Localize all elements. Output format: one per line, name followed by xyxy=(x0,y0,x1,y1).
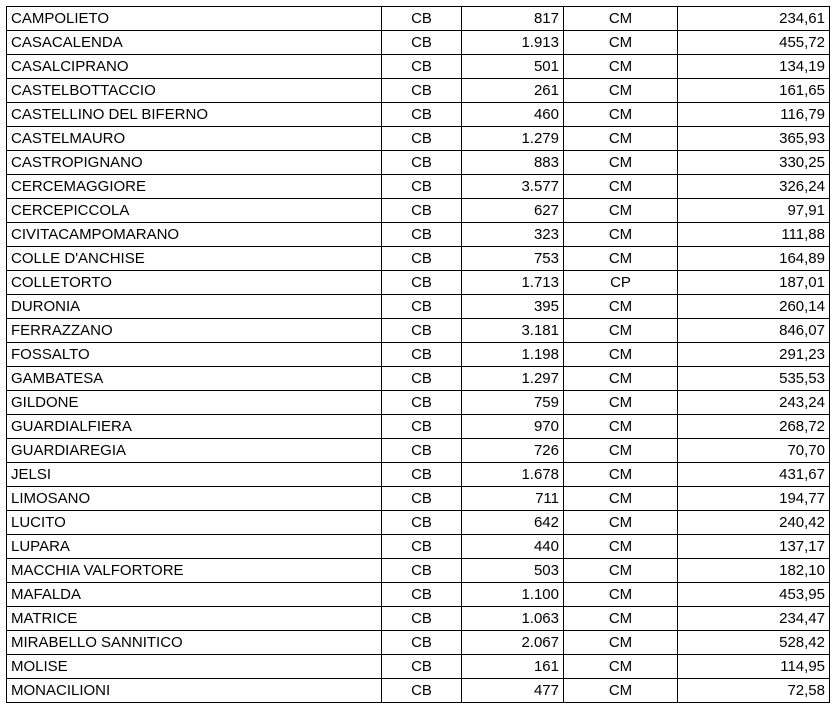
cell-comune[interactable]: GUARDIAREGIA xyxy=(7,439,382,463)
cell-comune[interactable]: CAMPOLIETO xyxy=(7,7,382,31)
cell-comune[interactable]: MAFALDA xyxy=(7,583,382,607)
cell-provincia[interactable]: CB xyxy=(382,55,462,79)
table-row xyxy=(7,343,830,367)
cell-comune[interactable]: MONACILIONI xyxy=(7,679,382,703)
cell-provincia[interactable]: CB xyxy=(382,7,462,31)
cell-tipo[interactable]: CM xyxy=(564,679,678,703)
cell-valore[interactable]: 70,70 xyxy=(678,439,830,463)
cell-comune[interactable]: CASALCIPRANO xyxy=(7,55,382,79)
cell-popolazione[interactable]: 323 xyxy=(462,223,564,247)
cell-tipo[interactable]: CP xyxy=(564,271,678,295)
table-row xyxy=(7,415,830,439)
cell-provincia[interactable]: CB xyxy=(382,151,462,175)
cell-valore[interactable]: 846,07 xyxy=(678,319,830,343)
table-row xyxy=(7,535,830,559)
cell-provincia[interactable]: CB xyxy=(382,679,462,703)
cell-provincia[interactable]: CB xyxy=(382,631,462,655)
spreadsheet-area xyxy=(6,6,829,703)
table-row xyxy=(7,7,830,31)
cell-comune[interactable]: CASTELBOTTACCIO xyxy=(7,79,382,103)
cell-popolazione[interactable]: 3.181 xyxy=(462,319,564,343)
cell-provincia[interactable]: CB xyxy=(382,391,462,415)
cell-valore[interactable]: 260,14 xyxy=(678,295,830,319)
table-row xyxy=(7,607,830,631)
cell-provincia[interactable]: CB xyxy=(382,367,462,391)
cell-provincia[interactable]: CB xyxy=(382,559,462,583)
cell-valore[interactable]: 134,19 xyxy=(678,55,830,79)
table-row xyxy=(7,319,830,343)
cell-valore[interactable]: 234,61 xyxy=(678,7,830,31)
cell-tipo[interactable]: CM xyxy=(564,247,678,271)
cell-tipo[interactable]: CM xyxy=(564,55,678,79)
table-row xyxy=(7,583,830,607)
table-body xyxy=(7,7,830,703)
cell-comune[interactable]: LUPARA xyxy=(7,535,382,559)
cell-valore[interactable]: 164,89 xyxy=(678,247,830,271)
cell-tipo[interactable]: CM xyxy=(564,487,678,511)
cell-popolazione[interactable]: 261 xyxy=(462,79,564,103)
cell-popolazione[interactable]: 642 xyxy=(462,511,564,535)
cell-provincia[interactable]: CB xyxy=(382,223,462,247)
cell-popolazione[interactable]: 627 xyxy=(462,199,564,223)
cell-popolazione[interactable]: 1.063 xyxy=(462,607,564,631)
cell-valore[interactable]: 187,01 xyxy=(678,271,830,295)
table-row xyxy=(7,127,830,151)
cell-provincia[interactable]: CB xyxy=(382,343,462,367)
cell-provincia[interactable]: CB xyxy=(382,247,462,271)
table-row xyxy=(7,79,830,103)
cell-popolazione[interactable]: 817 xyxy=(462,7,564,31)
data-table xyxy=(6,6,830,703)
table-row xyxy=(7,391,830,415)
cell-comune[interactable]: DURONIA xyxy=(7,295,382,319)
table-row xyxy=(7,679,830,703)
cell-comune[interactable]: CASTELMAURO xyxy=(7,127,382,151)
cell-tipo[interactable]: CM xyxy=(564,319,678,343)
cell-valore[interactable]: 431,67 xyxy=(678,463,830,487)
cell-valore[interactable]: 182,10 xyxy=(678,559,830,583)
cell-tipo[interactable]: CM xyxy=(564,79,678,103)
table-row xyxy=(7,511,830,535)
cell-popolazione[interactable]: 395 xyxy=(462,295,564,319)
cell-comune[interactable]: MIRABELLO SANNITICO xyxy=(7,631,382,655)
cell-tipo[interactable]: CM xyxy=(564,607,678,631)
cell-valore[interactable]: 535,53 xyxy=(678,367,830,391)
cell-popolazione[interactable]: 883 xyxy=(462,151,564,175)
cell-tipo[interactable]: CM xyxy=(564,151,678,175)
cell-popolazione[interactable]: 1.713 xyxy=(462,271,564,295)
cell-popolazione[interactable]: 477 xyxy=(462,679,564,703)
cell-valore[interactable]: 365,93 xyxy=(678,127,830,151)
cell-valore[interactable]: 291,23 xyxy=(678,343,830,367)
cell-comune[interactable]: CERCEPICCOLA xyxy=(7,199,382,223)
cell-comune[interactable]: GILDONE xyxy=(7,391,382,415)
cell-provincia[interactable]: CB xyxy=(382,463,462,487)
table-row xyxy=(7,175,830,199)
cell-comune[interactable]: MACCHIA VALFORTORE xyxy=(7,559,382,583)
cell-comune[interactable]: CIVITACAMPOMARANO xyxy=(7,223,382,247)
cell-provincia[interactable]: CB xyxy=(382,535,462,559)
cell-tipo[interactable]: CM xyxy=(564,655,678,679)
cell-valore[interactable]: 243,24 xyxy=(678,391,830,415)
cell-tipo[interactable]: CM xyxy=(564,559,678,583)
cell-popolazione[interactable]: 501 xyxy=(462,55,564,79)
cell-provincia[interactable]: CB xyxy=(382,607,462,631)
table-row xyxy=(7,487,830,511)
table-row xyxy=(7,103,830,127)
cell-comune[interactable]: CASTELLINO DEL BIFERNO xyxy=(7,103,382,127)
cell-provincia[interactable]: CB xyxy=(382,487,462,511)
cell-tipo[interactable]: CM xyxy=(564,175,678,199)
table-row xyxy=(7,271,830,295)
cell-comune[interactable]: MATRICE xyxy=(7,607,382,631)
cell-tipo[interactable]: CM xyxy=(564,631,678,655)
cell-valore[interactable]: 528,42 xyxy=(678,631,830,655)
cell-popolazione[interactable]: 970 xyxy=(462,415,564,439)
cell-comune[interactable]: FOSSALTO xyxy=(7,343,382,367)
cell-tipo[interactable]: CM xyxy=(564,103,678,127)
cell-provincia[interactable]: CB xyxy=(382,175,462,199)
cell-popolazione[interactable]: 1.297 xyxy=(462,367,564,391)
cell-tipo[interactable]: CM xyxy=(564,439,678,463)
cell-valore[interactable]: 116,79 xyxy=(678,103,830,127)
cell-valore[interactable]: 326,24 xyxy=(678,175,830,199)
cell-comune[interactable]: GUARDIALFIERA xyxy=(7,415,382,439)
cell-provincia[interactable]: CB xyxy=(382,31,462,55)
cell-popolazione[interactable]: 3.577 xyxy=(462,175,564,199)
cell-provincia[interactable]: CB xyxy=(382,655,462,679)
cell-valore[interactable]: 455,72 xyxy=(678,31,830,55)
cell-comune[interactable]: CERCEMAGGIORE xyxy=(7,175,382,199)
cell-comune[interactable]: JELSI xyxy=(7,463,382,487)
cell-comune[interactable]: CASACALENDA xyxy=(7,31,382,55)
table-row xyxy=(7,439,830,463)
cell-valore[interactable]: 453,95 xyxy=(678,583,830,607)
cell-tipo[interactable]: CM xyxy=(564,343,678,367)
cell-tipo[interactable]: CM xyxy=(564,535,678,559)
table-row xyxy=(7,655,830,679)
cell-popolazione[interactable]: 1.913 xyxy=(462,31,564,55)
cell-valore[interactable]: 137,17 xyxy=(678,535,830,559)
cell-provincia[interactable]: CB xyxy=(382,319,462,343)
cell-comune[interactable]: MOLISE xyxy=(7,655,382,679)
cell-tipo[interactable]: CM xyxy=(564,223,678,247)
cell-popolazione[interactable]: 711 xyxy=(462,487,564,511)
cell-valore[interactable]: 240,42 xyxy=(678,511,830,535)
cell-comune[interactable]: GAMBATESA xyxy=(7,367,382,391)
cell-provincia[interactable]: CB xyxy=(382,583,462,607)
cell-popolazione[interactable]: 1.678 xyxy=(462,463,564,487)
cell-comune[interactable]: CASTROPIGNANO xyxy=(7,151,382,175)
table-row xyxy=(7,223,830,247)
cell-valore[interactable]: 268,72 xyxy=(678,415,830,439)
cell-popolazione[interactable]: 753 xyxy=(462,247,564,271)
cell-valore[interactable]: 330,25 xyxy=(678,151,830,175)
cell-tipo[interactable]: CM xyxy=(564,511,678,535)
table-row xyxy=(7,151,830,175)
table-row xyxy=(7,199,830,223)
table-row xyxy=(7,55,830,79)
cell-valore[interactable]: 194,77 xyxy=(678,487,830,511)
table-row xyxy=(7,295,830,319)
table-row xyxy=(7,631,830,655)
cell-valore[interactable]: 114,95 xyxy=(678,655,830,679)
cell-provincia[interactable]: CB xyxy=(382,271,462,295)
cell-valore[interactable]: 234,47 xyxy=(678,607,830,631)
cell-popolazione[interactable]: 503 xyxy=(462,559,564,583)
cell-popolazione[interactable]: 460 xyxy=(462,103,564,127)
cell-tipo[interactable]: CM xyxy=(564,31,678,55)
cell-popolazione[interactable]: 1.279 xyxy=(462,127,564,151)
table-row xyxy=(7,367,830,391)
table-row xyxy=(7,247,830,271)
cell-popolazione[interactable]: 2.067 xyxy=(462,631,564,655)
cell-popolazione[interactable]: 440 xyxy=(462,535,564,559)
cell-provincia[interactable]: CB xyxy=(382,199,462,223)
cell-popolazione[interactable]: 161 xyxy=(462,655,564,679)
table-row xyxy=(7,463,830,487)
cell-provincia[interactable]: CB xyxy=(382,127,462,151)
cell-popolazione[interactable]: 759 xyxy=(462,391,564,415)
cell-tipo[interactable]: CM xyxy=(564,583,678,607)
cell-valore[interactable]: 72,58 xyxy=(678,679,830,703)
cell-provincia[interactable]: CB xyxy=(382,439,462,463)
cell-tipo[interactable]: CM xyxy=(564,463,678,487)
cell-tipo[interactable]: CM xyxy=(564,415,678,439)
cell-comune[interactable]: COLLETORTO xyxy=(7,271,382,295)
cell-comune[interactable]: COLLE D'ANCHISE xyxy=(7,247,382,271)
cell-provincia[interactable]: CB xyxy=(382,415,462,439)
cell-popolazione[interactable]: 726 xyxy=(462,439,564,463)
cell-provincia[interactable]: CB xyxy=(382,511,462,535)
cell-popolazione[interactable]: 1.198 xyxy=(462,343,564,367)
cell-provincia[interactable]: CB xyxy=(382,295,462,319)
cell-provincia[interactable]: CB xyxy=(382,103,462,127)
cell-comune[interactable]: FERRAZZANO xyxy=(7,319,382,343)
cell-tipo[interactable]: CM xyxy=(564,295,678,319)
cell-tipo[interactable]: CM xyxy=(564,199,678,223)
cell-tipo[interactable]: CM xyxy=(564,367,678,391)
table-row xyxy=(7,31,830,55)
cell-popolazione[interactable]: 1.100 xyxy=(462,583,564,607)
cell-comune[interactable]: LIMOSANO xyxy=(7,487,382,511)
cell-valore[interactable]: 161,65 xyxy=(678,79,830,103)
cell-valore[interactable]: 97,91 xyxy=(678,199,830,223)
cell-tipo[interactable]: CM xyxy=(564,127,678,151)
cell-provincia[interactable]: CB xyxy=(382,79,462,103)
cell-tipo[interactable]: CM xyxy=(564,7,678,31)
table-row xyxy=(7,559,830,583)
cell-valore[interactable]: 111,88 xyxy=(678,223,830,247)
cell-tipo[interactable]: CM xyxy=(564,391,678,415)
cell-comune[interactable]: LUCITO xyxy=(7,511,382,535)
